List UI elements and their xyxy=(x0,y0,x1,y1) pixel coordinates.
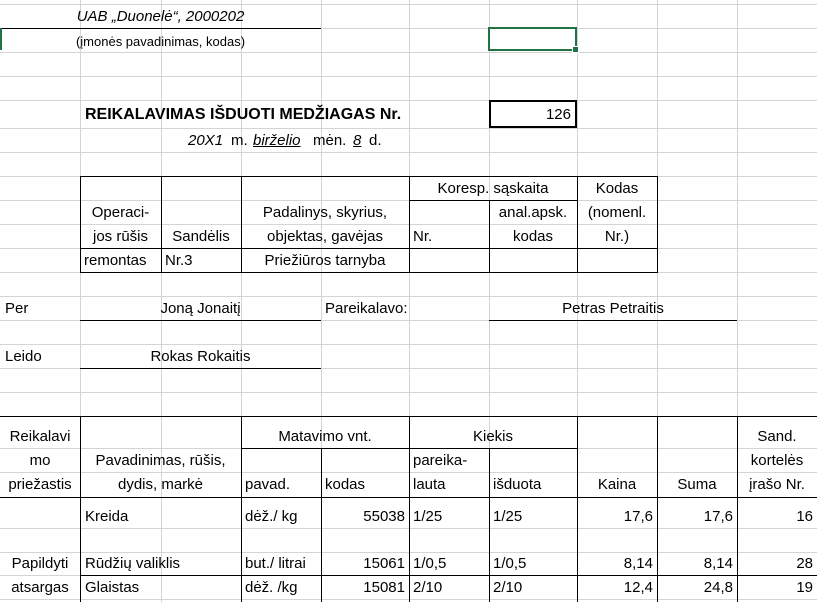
row-operation[interactable]: remontas xyxy=(84,252,147,269)
header-warehouse: Sandėlis xyxy=(172,228,230,245)
header-qty: Kiekis xyxy=(472,428,513,445)
header-name-1: Pavadinimas, rūšis, xyxy=(95,452,226,469)
header-code-1: Kodas xyxy=(595,180,639,197)
date-d-label: d. xyxy=(369,132,382,149)
header-operation-1: Operaci- xyxy=(91,204,150,221)
date-m-label: m. xyxy=(231,132,248,149)
selected-cell[interactable] xyxy=(488,27,577,51)
header-code-2: (nomenl. xyxy=(587,204,647,221)
leido-value[interactable]: Rokas Rokaitis xyxy=(150,348,251,365)
header-code-3: Nr.) xyxy=(604,228,630,245)
date-day: 8 xyxy=(353,132,362,149)
header-division-2: objektas, gavėjas xyxy=(267,228,383,245)
requested-underline xyxy=(489,320,737,321)
item-requested[interactable]: 1/25 xyxy=(413,508,443,525)
item-price[interactable]: 17,6 xyxy=(623,508,653,525)
header-qty-requested-1: pareika- xyxy=(413,452,468,469)
company-caption: (įmonės pavadinimas, kodas) xyxy=(75,34,246,49)
document-title: REIKALAVIMAS IŠDUOTI MEDŽIAGAS Nr. xyxy=(85,106,402,123)
item-name[interactable]: Rūdžių valiklis xyxy=(85,555,181,572)
reason-line-1[interactable]: Papildyti xyxy=(11,555,69,572)
header-unit-code: kodas xyxy=(325,476,366,493)
header-reason-1: Reikalavi xyxy=(9,428,71,445)
header-reason-3: priežastis xyxy=(8,476,72,493)
item-card[interactable]: 16 xyxy=(796,508,813,525)
date-year: 20X1 xyxy=(188,132,224,149)
item-unit-name[interactable]: but./ litrai xyxy=(245,555,306,572)
item-unit-code[interactable]: 55038 xyxy=(363,508,405,525)
header-sum: Suma xyxy=(677,476,717,493)
header-anal-2: kodas xyxy=(512,228,554,245)
date-men-label: mėn. xyxy=(313,132,347,149)
leido-underline xyxy=(80,368,321,369)
item-price[interactable]: 12,4 xyxy=(623,579,653,596)
doc-number: 126 xyxy=(545,106,571,123)
company-underline xyxy=(0,28,321,29)
header-qty-issued: išduota xyxy=(493,476,542,493)
header-division-1: Padalinys, skyrius, xyxy=(262,204,388,221)
header-anal-1: anal.apsk. xyxy=(498,204,568,221)
header-operation-2: jos rūšis xyxy=(92,228,148,245)
item-requested[interactable]: 2/10 xyxy=(413,579,443,596)
header-card-2: kortelės xyxy=(750,452,804,469)
row-division[interactable]: Priežiūros tarnyba xyxy=(264,252,386,269)
item-price[interactable]: 8,14 xyxy=(623,555,653,572)
per-value[interactable]: Joną Jonaitį xyxy=(160,300,241,317)
per-underline xyxy=(80,320,321,321)
item-name[interactable]: Glaistas xyxy=(85,579,140,596)
item-sum[interactable]: 17,6 xyxy=(703,508,733,525)
header-unit-name: pavad. xyxy=(245,476,291,493)
leido-label: Leido xyxy=(5,348,42,365)
item-name[interactable]: Kreida xyxy=(85,508,129,525)
header-reason-2: mo xyxy=(29,452,51,469)
item-sum[interactable]: 24,8 xyxy=(703,579,733,596)
item-issued[interactable]: 2/10 xyxy=(493,579,523,596)
fill-handle[interactable] xyxy=(572,46,579,53)
item-card[interactable]: 28 xyxy=(796,555,813,572)
header-corresp: Koresp. sąskaita xyxy=(437,180,549,197)
item-unit-code[interactable]: 15061 xyxy=(363,555,405,572)
reason-line-2[interactable]: atsargas xyxy=(11,579,69,596)
date-month: birželio xyxy=(253,132,301,149)
header-unit: Matavimo vnt. xyxy=(278,428,372,445)
item-unit-name[interactable]: dėž./ kg xyxy=(245,508,298,525)
requested-value[interactable]: Petras Petraitis xyxy=(562,300,664,317)
doc-number-box[interactable] xyxy=(489,100,577,128)
item-requested[interactable]: 1/0,5 xyxy=(413,555,447,572)
header-price: Kaina xyxy=(597,476,637,493)
item-issued[interactable]: 1/25 xyxy=(493,508,523,525)
item-unit-code[interactable]: 15081 xyxy=(363,579,405,596)
item-issued[interactable]: 1/0,5 xyxy=(493,555,527,572)
header-card-3: įrašo Nr. xyxy=(749,476,805,493)
header-nr: Nr. xyxy=(413,228,433,245)
item-unit-name[interactable]: dėž. /kg xyxy=(245,579,298,596)
header-qty-requested-2: lauta xyxy=(413,476,446,493)
header-name-2: dydis, markė xyxy=(117,476,204,493)
header-card-1: Sand. xyxy=(757,428,797,445)
item-sum[interactable]: 8,14 xyxy=(703,555,733,572)
active-row-marker xyxy=(0,28,2,50)
company-name: UAB „Duonelė“, 2000202 xyxy=(76,8,245,25)
item-card[interactable]: 19 xyxy=(796,579,813,596)
row-warehouse[interactable]: Nr.3 xyxy=(165,252,193,269)
requested-label: Pareikalavo: xyxy=(325,300,408,317)
per-label: Per xyxy=(5,300,29,317)
